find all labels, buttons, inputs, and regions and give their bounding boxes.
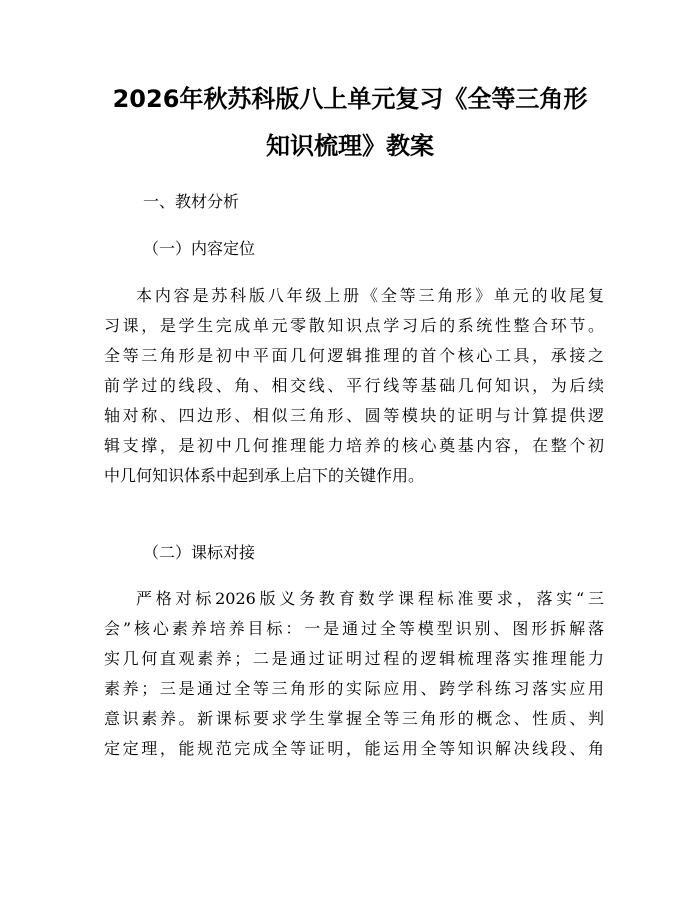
paragraph-line: 会”核心素养培养目标：一是通过全等模型识别、图形拆解落 (104, 619, 604, 638)
paragraph-line: 轴对称、四边形、相似三角形、圆等模块的证明与计算提供逻 (104, 406, 604, 425)
paragraph-curriculum-alignment (104, 584, 604, 764)
paragraph-line: 习课，是学生完成单元零散知识点学习后的系统性整合环节。 (104, 316, 604, 335)
paragraph-line: 实几何直观素养；二是通过证明过程的逻辑梳理落实推理能力 (104, 649, 604, 668)
paragraph-line: 辑支撑，是初中几何推理能力培养的核心奠基内容，在整个初 (104, 436, 604, 455)
paragraph-content-positioning (104, 281, 604, 491)
paragraph-line: 意识素养。新课标要求学生掌握全等三角形的概念、性质、判 (104, 709, 604, 728)
paragraph-line: 定定理，能规范完成全等证明，能运用全等知识解决线段、角 (104, 739, 604, 758)
document-title-line-2: 知识梳理》教案 (266, 132, 434, 160)
document-title-line-1: 2026年秋苏科版八上单元复习《全等三角形 (112, 85, 588, 113)
subsection-heading-content-positioning: （一）内容定位 (143, 239, 256, 258)
paragraph-line: 素养；三是通过全等三角形的实际应用、跨学科练习落实应用 (104, 679, 604, 698)
paragraph-line: 前学过的线段、角、相交线、平行线等基础几何知识，为后续 (104, 376, 604, 395)
section-heading-materials-analysis: 一、教材分析 (143, 192, 240, 211)
paragraph-line: 本内容是苏科版八年级上册《全等三角形》单元的收尾复 (136, 286, 604, 305)
paragraph-line: 全等三角形是初中平面几何逻辑推理的首个核心工具，承接之 (104, 346, 604, 365)
paragraph-line: 中几何知识体系中起到承上启下的关键作用。 (104, 466, 425, 485)
paragraph-line: 严格对标2026版义务教育数学课程标准要求，落实“三 (136, 589, 604, 608)
subsection-heading-curriculum-alignment: （二）课标对接 (143, 543, 256, 562)
